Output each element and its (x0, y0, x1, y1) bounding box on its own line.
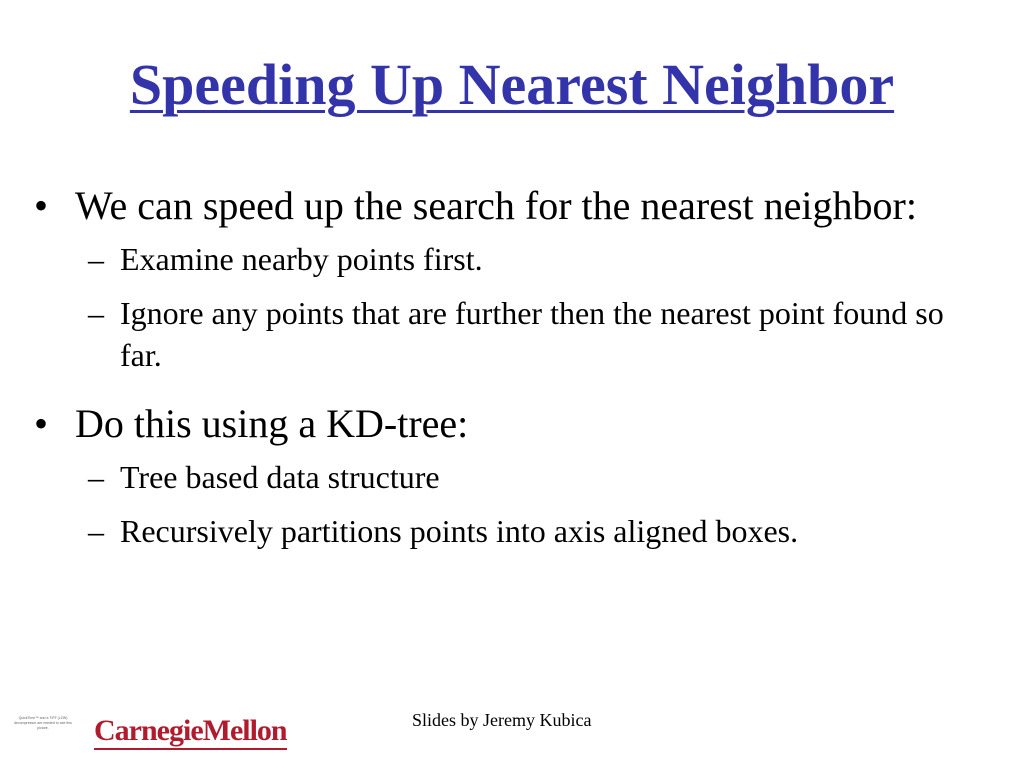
footer-credit: Slides by Jeremy Kubica (412, 710, 592, 730)
bullet-item (28, 398, 988, 450)
dash-marker: – (88, 513, 104, 549)
sub-bullet-text: Tree based data structure (120, 459, 440, 495)
bullet-marker: • (34, 183, 49, 228)
dash-marker: – (88, 241, 104, 277)
bullet-text: We can speed up the search for the nearest neighbor: (75, 183, 917, 228)
sub-bullet-item (28, 238, 988, 280)
sub-bullet-text: Recursively partitions points into axis aligned boxes. (120, 513, 799, 549)
sub-bullet-item (28, 510, 988, 552)
sub-bullet-item (28, 292, 988, 376)
missing-image-placeholder: QuickTime™ and a TIFF (LZW) decompressor are needed to see this picture. (14, 716, 72, 730)
sub-bullet-text: Ignore any points that are further then the nearest point found so far. (120, 295, 944, 373)
carnegie-mellon-logo: CarnegieMellon (94, 714, 287, 750)
slide-title: Speeding Up Nearest Neighbor (129, 52, 895, 117)
sub-bullet-item (28, 456, 988, 498)
sub-bullet-text: Examine nearby points first. (120, 241, 483, 277)
bullet-item (28, 180, 988, 232)
bullet-marker: • (34, 401, 49, 446)
dash-marker: – (88, 295, 104, 331)
bullet-list (28, 180, 988, 564)
dash-marker: – (88, 459, 104, 495)
bullet-text: Do this using a KD-tree: (75, 401, 469, 446)
